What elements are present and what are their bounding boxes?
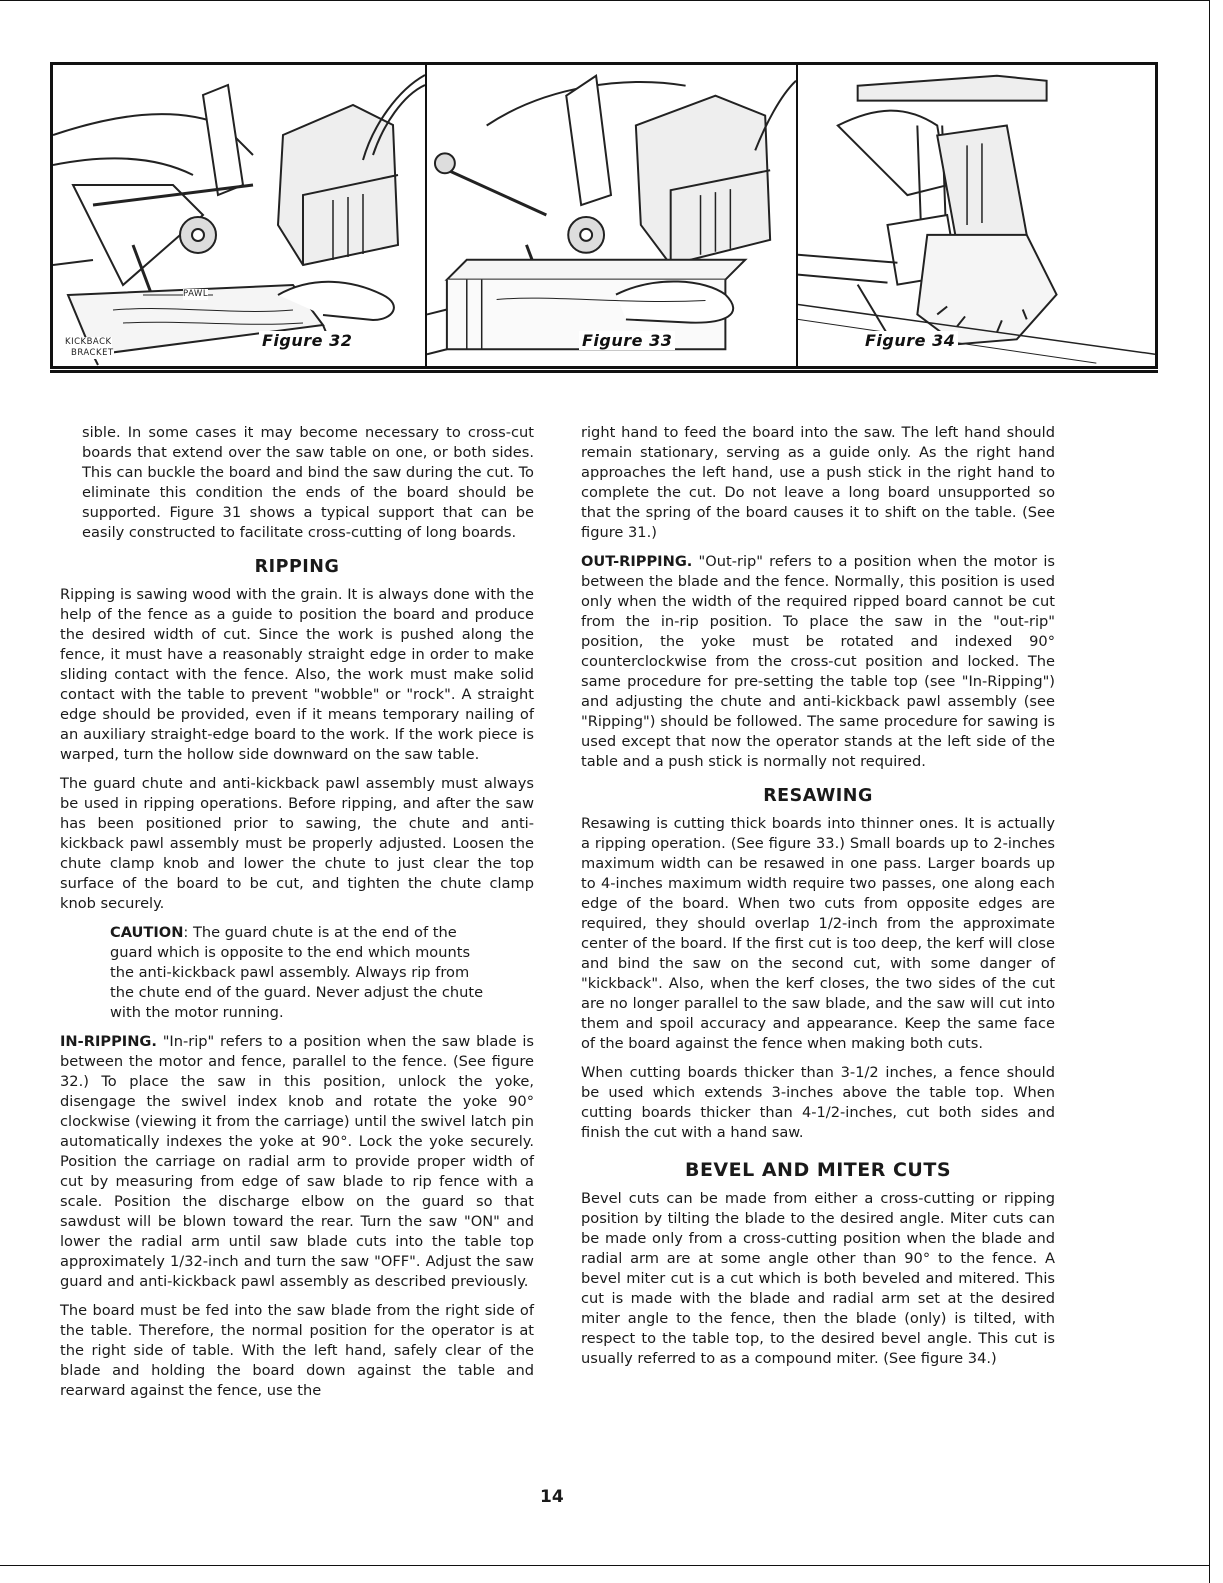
pawl-label: PAWL (183, 289, 209, 299)
paragraph-resawing: Resawing is cutting thick boards into thinner ones. It is actually a ripping operation. (See figure 33.) Small boards up to 2-inches maximum width can be resawed in one pass. Larger boards up to 4-inches maximum width require two passes, one along each edge of the board. When two cuts from opposite edges are required, they should overlap 1/2-inch from the approximate center of the board. If the first cut is too deep, the kerf will close and bind the saw on the second cut, with some danger of "kickback". Also, when the kerf closes, the two sides of the cut are no longer parallel to the saw blade, and the saw will cut into them and spoil accuracy and appearance. Keep the same face of the board against the fence when making both cuts. (581, 815, 1055, 1052)
paragraph-feed-board: The board must be fed into the saw blade from the right side of the table. Therefore, the normal position for the operator is at the right side of table. With the left hand, safely clear of the blade and holding the board down against the table and rearward against the fence, use the (60, 1302, 534, 1399)
figure-33-illustration (427, 65, 796, 366)
caution-lead: CAUTION (110, 924, 184, 941)
figure-32 (53, 65, 425, 366)
heading-bevel-miter: BEVEL AND MITER CUTS (684, 1159, 952, 1181)
caution-text: : The guard chute is at the end of the guard which is opposite to the end which mounts the anti-kickback pawl assembly. Always rip from the chute end of the guard. Never adjust the chute with the motor running. (110, 924, 484, 1021)
in-ripping-text: "In-rip" refers to a position when the saw blade is between the motor and fence, parallel to the fence. (See figure 32.) To place the saw in this position, unlock the yoke, disengage the swivel index knob and rotate the yoke 90° clockwise (viewing it from the carriage) until the swivel latch pin automatically indexes the yoke at 90°. Lock the yoke securely. Position the carriage on radial arm to provide proper width of cut by measuring from edge of saw blade to rip fence with a scale. Position the discharge elbow on the guard so that sawdust will be blown toward the rear. Turn the saw "ON" and lower the radial arm until saw blade cuts into the table top approximately 1/32-inch and turn the saw "OFF". Adjust the saw guard and anti-kickback pawl assembly as described previously. (60, 1033, 534, 1290)
paragraph-right-hand: right hand to feed the board into the saw. The left hand should remain stationary, serving as a guide only. As the right hand approaches the left hand, use a push stick in the right hand to complete the cut. Do not leave a long board unsupported so that the spring of the board causes it to shift on the table. (See figure 31.) (581, 424, 1055, 541)
figure-34-illustration (798, 65, 1155, 366)
figure-32-caption: Figure 32 (259, 331, 355, 350)
figure-33 (425, 65, 796, 366)
right-column (581, 423, 1055, 1378)
page-border-right (1209, 0, 1210, 1583)
heading-resawing: RESAWING (763, 786, 873, 806)
figure-32-illustration (53, 65, 425, 366)
figure-34 (796, 65, 1155, 366)
out-ripping-lead: OUT-RIPPING. (581, 553, 693, 570)
paragraph-ripping-intro: Ripping is sawing wood with the grain. It is always done with the help of the fence as a guide to position the board and produce the desired width of cut. Since the work is pushed along the fence, it must have a reasonably straight edge in order to make sliding contact with the fence. Also, the work must make solid contact with the table to prevent "wobble" or "rock". A straight edge should be provided, even if it means temporary nailing of an auxiliary straight-edge board to the work. If the work piece is warped, turn the hollow side downward on the saw table. (60, 586, 534, 763)
heading-ripping: RIPPING (254, 557, 340, 577)
page-border-bottom (0, 1565, 1210, 1566)
page-number: 14 (540, 1487, 564, 1507)
kickback-label: KICKBACK (65, 337, 112, 347)
paragraph-out-ripping (581, 552, 1055, 772)
figure-strip (50, 62, 1158, 369)
page-border-top (0, 0, 1210, 1)
paragraph-guard-chute: The guard chute and anti-kickback pawl assembly must always be used in ripping operations. Before ripping, and after the saw has been positioned prior to sawing, the chute and anti-kickback pawl assembly must be properly adjusted. Loosen the chute clamp knob and lower the chute to just clear the top surface of the board to be cut, and tighten the chute clamp knob securely. (60, 775, 534, 912)
caution-note (110, 923, 490, 1023)
figure-34-caption: Figure 34 (862, 331, 958, 350)
paragraph-in-ripping (60, 1032, 534, 1292)
left-column (60, 423, 534, 1410)
paragraph-bevel-miter: Bevel cuts can be made from either a cross-cutting or ripping position by tilting the blade to the desired angle. Miter cuts can be made only from a cross-cutting position when the blade and radial arm are at some angle other than 90° to the fence. A bevel miter cut is a cut which is both beveled and mitered. This cut is made with the blade and radial arm set at the desired miter angle to the fence, then the blade (only) is tilted, with respect to the table top, to the desired bevel angle. This cut is usually referred to as a compound miter. (See figure 34.) (581, 1190, 1055, 1367)
in-ripping-lead: IN-RIPPING. (60, 1033, 157, 1050)
paragraph-thick-boards: When cutting boards thicker than 3-1/2 inches, a fence should be used which extends 3-inches above the table top. When cutting boards thicker than 4-1/2-inches, cut both sides and finish the cut with a hand saw. (581, 1064, 1055, 1141)
figure-33-caption: Figure 33 (579, 331, 675, 350)
out-ripping-text: "Out-rip" refers to a position when the motor is between the blade and the fence. Normally, this position is used only when the width of the required ripped board cannot be cut from the in-rip position. To place the saw in the "out-rip" position, the yoke must be rotated and indexed 90° counterclockwise from the cross-cut position and locked. The same procedure for pre-setting the table top (see "In-Ripping") and adjusting the chute and anti-kickback pawl assembly (see "Ripping") should be followed. The same procedure for sawing is used except that now the operator stands at the left side of the table and a push stick is normally not required. (581, 553, 1055, 770)
paragraph-crosscut-support: sible. In some cases it may become necessary to cross-cut boards that extend over the saw table on one, or both sides. This can buckle the board and bind the saw during the cut. To eliminate this condition the ends of the board should be supported. Figure 31 shows a typical support that can be easily constructed to facilitate cross-cutting of long boards. (82, 424, 534, 541)
bracket-label: BRACKET (71, 348, 114, 358)
